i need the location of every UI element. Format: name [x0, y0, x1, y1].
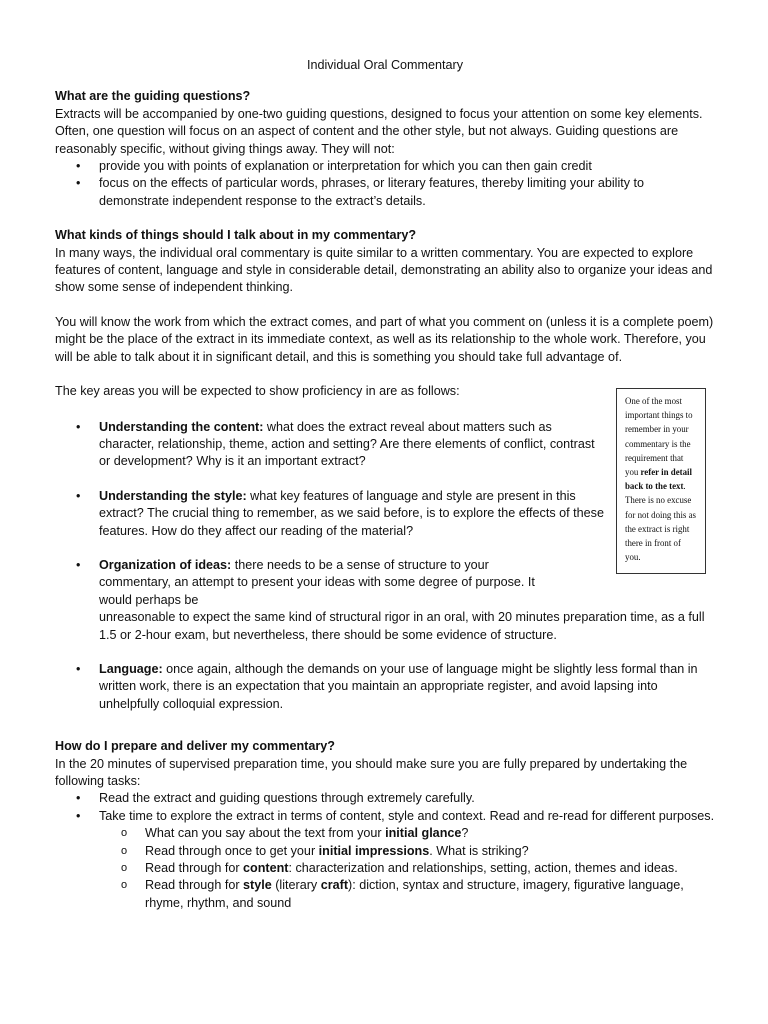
callout-box [616, 388, 706, 574]
section-guiding-questions [55, 88, 715, 210]
emphasis: initial impressions [318, 843, 430, 858]
item-label: Organization of ideas: [99, 557, 232, 572]
list-item [55, 661, 715, 713]
text: Read through for [145, 878, 244, 893]
list-item [55, 488, 605, 540]
item-text: what does the extract reveal about matters such as character, relationship, theme, action and setting? Are there elements of conflict, contrast or development? Why is it an important extract? [99, 419, 595, 469]
item-label: Understanding the content: [99, 419, 264, 434]
list-item: • Read the extract and guiding questions through extremely carefully. [55, 790, 715, 807]
text: What can you say about the text from your [145, 826, 386, 841]
text: ): diction, syntax and structure, imagery, figurative language, rhyme, rhythm, and sound [145, 878, 684, 910]
paragraph: Extracts will be accompanied by one-two guiding questions, designed to focus your attention on some key elements. Often, one question will focus on an aspect of content and the other style, but not always. Guiding questions are reasonably specific, without giving things away. They will not: [55, 106, 703, 156]
sub-list-item [55, 843, 715, 860]
callout-emphasis: refer in detail back to the text [625, 467, 692, 492]
section-heading: How do I prepare and deliver my commentary? [55, 739, 335, 754]
item-text-continued: unreasonable to expect the same kind of structural rigor in an oral, with 20 minutes preparation time, as a full 1.5 or 2-hour exam, but nevertheless, there should be some evidence of structure. [99, 610, 705, 642]
emphasis: initial glance [385, 826, 462, 841]
sub-list-item [55, 860, 715, 877]
paragraph: The key areas you will be expected to show proficiency in are as follows: [55, 384, 460, 399]
text: Read through for [145, 861, 244, 876]
text: Read through once to get your [145, 843, 319, 858]
paragraph: You will know the work from which the extract comes, and part of what you comment on (unless it is a complete poem) might be the place of the extract in its immediate context, as well as its relationship to the whole work. Therefore, you will be able to talk about it in significant detail, and this is something you should take full advantage of. [55, 314, 714, 364]
emphasis: craft [320, 878, 349, 893]
text: : characterization and relationships, setting, action, themes and ideas. [288, 861, 678, 876]
section-heading: What are the guiding questions? [55, 89, 251, 104]
paragraph: In many ways, the individual oral commentary is quite similar to a written commentary. You are expected to explore features of content, language and style in considerable detail, demonstrating an ability also to organize your ideas and show some sense of independent thinking. [55, 245, 713, 295]
item-label: Understanding the style: [99, 488, 247, 503]
emphasis: style [243, 878, 272, 893]
item-text: there needs to be a sense of structure to your commentary, an attempt to present your ideas with some degree of purpose. It would perhaps be [99, 557, 535, 607]
callout-text: One of the most important things to remember in your commentary is the requirement that you [625, 396, 693, 478]
sub-list-item [55, 825, 715, 842]
emphasis: content [243, 861, 289, 876]
section-heading: What kinds of things should I talk about in my commentary? [55, 228, 417, 243]
item-label: Language: [99, 661, 163, 676]
callout-text: . There is no excuse for not doing this as the extract is right there in front of you. [625, 481, 696, 563]
text: ? [461, 826, 469, 841]
text: . What is striking? [429, 843, 529, 858]
list-item: • focus on the effects of particular words, phrases, or literary features, thereby limiting your ability to demonstrate independent response to the extract’s details. [55, 175, 715, 210]
bullet-list [55, 790, 715, 825]
bullet-list [55, 158, 715, 210]
paragraph: In the 20 minutes of supervised preparation time, you should make sure you are fully prepared by undertaking the following tasks: [55, 756, 688, 788]
page-title: Individual Oral Commentary [306, 58, 464, 72]
item-text: what key features of language and style are present in this extract? The crucial thing to remember, as we said before, is to explore the effects of these features. How do they affect our reading of the material? [99, 488, 604, 538]
list-item: • Take time to explore the extract in terms of content, style and context. Read and re-read for different purposes. [55, 808, 715, 825]
section-prepare-deliver [55, 738, 715, 912]
text: (literary [271, 878, 321, 893]
list-item [55, 419, 605, 471]
sub-list [55, 825, 715, 912]
item-text: once again, although the demands on your use of language might be slightly less formal than in written work, there is an expectation that you maintain an appropriate register, and avoid lapsing into unhelpfully colloquial expression. [99, 661, 698, 711]
sub-list-item [55, 877, 715, 912]
list-item: • provide you with points of explanation or interpretation for which you can then gain credit [55, 158, 715, 175]
